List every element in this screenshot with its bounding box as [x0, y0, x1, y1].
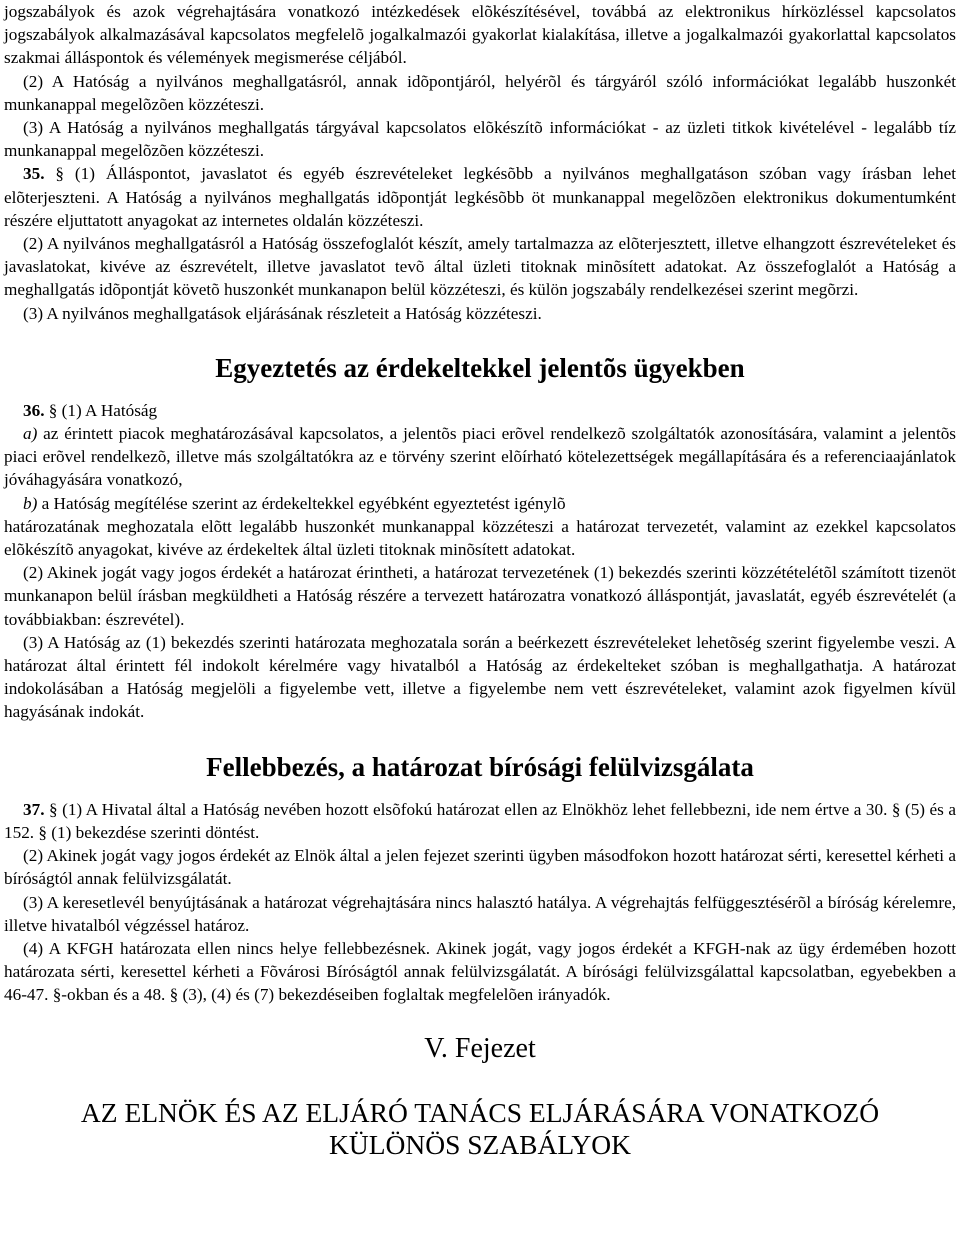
section-text: § (1) Álláspontot, javaslatot és egyéb észrevételeket legkésõbb a nyilvános meghallgatáson szóban vagy írásban lehet elõterjeszteni. A Hatóság a nyilvános meghallgatás idõpontját legkésõbb öt munkanappal megelõzõen elektronikus dokumentumként részére eljuttatott anyagokat az internetes oldalán közzéteszi. — [4, 164, 956, 230]
paragraph-37-3: (3) A keresetlevél benyújtásának a határozat végrehajtására nincs halasztó hatálya. A végrehajtás felfüggesztésérõl a bíróság kérelemre, illetve hivatalból végzéssel határoz. — [4, 892, 956, 935]
paragraph-37-2: (2) Akinek jogát vagy jogos érdekét az Elnök által a jelen fejezet szerinti ügyben másodfokon hozott határozat sérti, keresettel kérheti a bíróságtól annak felülvizsgálatát. — [4, 846, 956, 889]
point-label: b) — [23, 493, 38, 513]
chapter-number: V. Fejezet — [424, 1032, 536, 1064]
point-text: az érintett piacok meghatározásával kapcsolatos, a jelentõs piaci erõvel rendelkezõ szolgáltatók azonosítására, valamint a jelentõs piaci erõvel rendelkezõ, illetve más szolgáltatókra az e törvény szerint elõírható kötelezettségek megállapítására és a referenciaajánlatok jóváhagyására vonatkozó, — [4, 424, 956, 490]
heading-egyeztetes: Egyeztetés az érdekeltekkel jelentõs ügyekben — [215, 352, 745, 383]
paragraph-36-1-closing: határozatának meghozatala elõtt legalább huszonkét munkanappal közzéteszi a határozat tervezetét, valamint az ezekkel kapcsolatos elõkészítõ anyagokat, kivéve az érdekeltek által üzleti titoknak minõsített adatokat. — [4, 516, 956, 560]
section-text: § (1) A Hivatal által a Hatóság nevében hozott elsõfokú határozat ellen az Elnökhöz lehet fellebbezni, ide nem értve a 30. § (5) és a 152. § (1) bekezdése szerinti döntést. — [4, 799, 956, 842]
section-number: 35. — [23, 164, 45, 184]
point-label: a) — [23, 424, 38, 444]
paragraph-continuation: jogszabályok és azok végrehajtására vonatkozó intézkedések elõkészítésével, továbbá az elektronikus hírközléssel kapcsolatos jogszabályok alkalmazásával kapcsolatos megfelelõ jogalkalmazói gyakorlat kialakítása, illetve a jogalkalmazói gyakorlattal kapcsolatos szakmai álláspontok és vélemények megismerése céljából. — [4, 2, 956, 68]
paragraph-35-2: (2) A nyilvános meghallgatásról a Hatóság összefoglalót készít, amely tartalmazza az elõterjesztett, illetve elhangzott észrevételeket és javaslatokat, kivéve az észrevételt, illetve javaslatot tevõ által üzleti titoknak minõsített adatokat. Az összefoglalót a Hatóság a meghallgatás idõpontját követõ huszonkét munkanapon belül közzéteszi, és külön jogszabály rendelkezései szerint megõrzi. — [4, 234, 956, 300]
section-36-1 — [4, 399, 956, 422]
paragraph-36-2: (2) Akinek jogát vagy jogos érdekét a határozat érintheti, a határozat tervezetének (1) bekezdés szerinti közzétételétõl számított tizenöt munkanapon belül írásban megküldheti a Hatóság részére a tervezett határozatra vonatkozó álláspontját, javaslatát, egyéb észrevételét (a továbbiakban: észrevétel). — [4, 563, 956, 629]
paragraph-35-3: (3) A nyilvános meghallgatások eljárásának részleteit a Hatóság közzéteszi. — [23, 303, 542, 323]
point-b — [4, 492, 956, 515]
section-text: § (1) A Hatóság — [44, 400, 158, 420]
section-37-1 — [4, 798, 956, 844]
heading-fellebbezes: Fellebbezés, a határozat bírósági felülvizsgálata — [206, 751, 754, 782]
document-page — [4, 0, 956, 1161]
section-35-1 — [4, 162, 956, 232]
point-a — [4, 422, 956, 492]
point-text: a Hatóság megítélése szerint az érdekeltekkel egyébként egyeztetést igénylõ — [37, 493, 566, 513]
paragraph-36-3: (3) A Hatóság az (1) bekezdés szerinti határozata meghozatala során a beérkezett észrevételeket lehetõség szerint figyelembe veszi. A határozat által érintett fél indokolt kérelmére vagy hivatalból a Hatóság az érdekelteket szóban is meghallgathatja. A határozat indokolásában a Hatóság megjelöli a figyelembe vett, illetve a figyelembe nem vett észrevételeket, valamint azok figyelmen kívül hagyásának indokát. — [4, 632, 956, 722]
paragraph-34-2: (2) A Hatóság a nyilvános meghallgatásról, annak idõpontjáról, helyérõl és tárgyáról szóló információkat legalább huszonkét munkanappal megelõzõen közzéteszi. — [4, 71, 956, 114]
section-number: 37. — [23, 799, 45, 819]
section-number: 36. — [23, 400, 45, 420]
chapter-title-line-1: AZ ELNÖK ÉS AZ ELJÁRÓ TANÁCS ELJÁRÁSÁRA VONATKOZÓ — [80, 1096, 880, 1128]
chapter-title-line-2: KÜLÖNÖS SZABÁLYOK — [328, 1128, 632, 1160]
paragraph-34-3: (3) A Hatóság a nyilvános meghallgatás tárgyával kapcsolatos elõkészítõ információkat - az üzleti titkok kivételével - legalább tíz munkanappal megelõzõen közzéteszi. — [4, 118, 956, 161]
paragraph-37-4: (4) A KFGH határozata ellen nincs helye fellebbezésnek. Akinek jogát, vagy jogos érdekét a KFGH-nak az ügy érdemében hozott határozata sérti, keresettel kérheti a Fõvárosi Bíróságtól annak felülvizsgálatát. A bírósági felülvizsgálattal kapcsolatban, egyebekben a 46-47. §-okban és a 48. § (3), (4) és (7) bekezdéseiben foglaltak megfelelõen irányadók. — [4, 938, 956, 1005]
